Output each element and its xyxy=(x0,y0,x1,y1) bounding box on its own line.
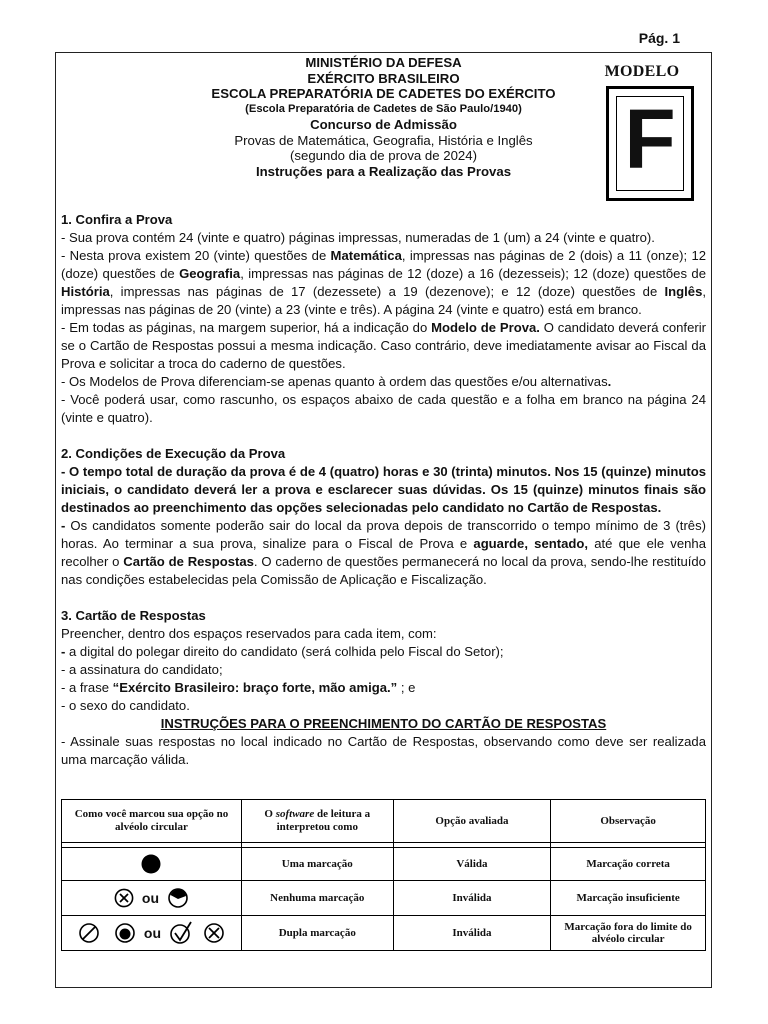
section-2-title: 2. Condições de Execução da Prova xyxy=(61,446,286,461)
or-label: ou xyxy=(141,890,160,906)
header-marking: Como você marcou sua opção no alvéolo circular xyxy=(62,800,242,843)
table-header-row xyxy=(62,800,706,843)
header-software: O software de leitura a interpretou como xyxy=(241,800,393,843)
marking-example-double xyxy=(62,916,242,951)
instruction-sheet xyxy=(55,52,712,988)
section-3-title: 3. Cartão de Respostas xyxy=(61,608,206,623)
evaluation-cell: Inválida xyxy=(393,881,551,916)
section-1-p3: - Em todas as páginas, na margem superior, há a indicação do Modelo de Prova. O candidato deverá conferir se o Cartão de Respostas possui a mesma indicação. Caso contrário, deve imediatamente avisar ao Fiscal da Prova e solicitar a troca do caderno de questões. xyxy=(61,320,706,371)
table-row xyxy=(62,848,706,881)
content xyxy=(61,211,706,769)
section-1-p2: - Nesta prova existem 20 (vinte) questões de Matemática, impressas nas páginas de 2 (dois) a 11 (onze); 12 (doze) questões de Geografia, impressas nas páginas de 12 (doze) a 16 (dezesseis); 12 (doze) questões de História, impressas nas páginas de 17 (dezessete) a 19 (dezenove); e 12 (doze) questões de Inglês, impressas nas páginas de 20 (vinte) a 23 (vinte e três). A página 24 (vinte e quatro) está em branco. xyxy=(61,248,707,317)
section-3-item-3: - a frase “Exército Brasileiro: braço forte, mão amiga.” ; e xyxy=(61,680,416,695)
section-2-p2: - Os candidatos somente poderão sair do local da prova depois de transcorrido o tempo mínimo de 3 (três) horas. Ao terminar a sua prova, sinalize para o Fiscal de Prova e aguarde, sentado, até que ele venha recolher o Cartão de Respostas. O caderno de questões permanecerá no local da prova, sendo-lhe restituído nas condições estabelecidas pela Comissão de Aplicação e Fiscalização. xyxy=(61,518,706,587)
school-title: ESCOLA PREPARATÓRIA DE CADETES DO EXÉRCITO xyxy=(211,86,556,101)
answer-card-instructions-title: INSTRUÇÕES PARA O PREENCHIMENTO DO CARTÃO DE RESPOSTAS xyxy=(160,716,607,731)
header-observation: Observação xyxy=(551,800,706,843)
modelo-box xyxy=(606,86,694,201)
interpretation-cell: Uma marcação xyxy=(241,848,393,881)
section-3-item-4: - o sexo do candidato. xyxy=(61,698,190,713)
marking-example-filled xyxy=(62,848,242,881)
or-label: ou xyxy=(143,925,162,941)
army-title: EXÉRCITO BRASILEIRO xyxy=(307,70,460,86)
checked-circle-icon xyxy=(169,920,195,946)
filled-circle-icon xyxy=(141,854,161,874)
x-circle-icon xyxy=(203,922,225,944)
section-1-title: 1. Confira a Prova xyxy=(61,212,173,227)
modelo-label: MODELO xyxy=(604,63,680,80)
evaluation-cell: Inválida xyxy=(393,916,551,951)
instructions-title: Instruções para a Realização das Provas xyxy=(255,163,512,179)
table-row xyxy=(62,916,706,951)
interpretation-cell: Nenhuma marcação xyxy=(241,881,393,916)
evaluation-cell: Válida xyxy=(393,848,551,881)
partially-filled-circle-icon xyxy=(167,887,189,909)
section-2-p1: - O tempo total de duração da prova é de 4 (quatro) horas e 30 (trinta) minutos. Nos 15 (quinze) minutos iniciais, o candidato deverá ler a prova e esclarecer suas dúvidas. Os 15 (quinze) minutos finais são destinados ao preenchimento das opções selecionadas pelo candidato no Cartão de Respostas. xyxy=(61,464,706,515)
section-3-intro: Preencher, dentro dos espaços reservados para cada item, com: xyxy=(61,626,437,641)
section-3-item-1: - a digital do polegar direito do candidato (será colhida pelo Fiscal do Setor); xyxy=(61,644,504,659)
marking-table xyxy=(61,799,706,951)
answer-card-instructions-text: - Assinale suas respostas no local indicado no Cartão de Respostas, observando como deve ser realizada uma marcação válida. xyxy=(61,734,706,767)
contest-title: Concurso de Admissão xyxy=(310,117,457,132)
observation-cell: Marcação fora do limite do alvéolo circular xyxy=(551,916,706,951)
table-row xyxy=(62,881,706,916)
header-evaluation: Opção avaliada xyxy=(393,800,551,843)
section-1-p5: - Você poderá usar, como rascunho, os espaços abaixo de cada questão e a folha em branco na página 24 (vinte e quatro). xyxy=(61,392,706,425)
exam-day-line: (segundo dia de prova de 2024) xyxy=(290,148,477,163)
slashed-circle-icon xyxy=(78,922,100,944)
marking-example-insufficient xyxy=(62,881,242,916)
inner-dot-circle-icon xyxy=(114,922,136,944)
section-1-p4: - Os Modelos de Prova diferenciam-se apenas quanto à ordem das questões e/ou alternativas. xyxy=(61,374,612,389)
observation-cell: Marcação insuficiente xyxy=(551,881,706,916)
ministry-title: MINISTÉRIO DA DEFESA xyxy=(305,55,462,70)
subjects-line: Provas de Matemática, Geografia, História e Inglês xyxy=(234,132,533,148)
modelo-letter: F xyxy=(624,92,676,186)
observation-cell: Marcação correta xyxy=(551,848,706,881)
interpretation-cell: Dupla marcação xyxy=(241,916,393,951)
crossed-circle-icon xyxy=(114,888,134,908)
section-3-item-2: - a assinatura do candidato; xyxy=(61,662,223,677)
section-1-p1: - Sua prova contém 24 (vinte e quatro) páginas impressas, numeradas de 1 (um) a 24 (vinte e quatro). xyxy=(61,230,655,245)
page-number: Pág. 1 xyxy=(638,30,680,46)
school-subtitle: (Escola Preparatória de Cadetes de São Paulo/1940) xyxy=(245,102,522,115)
